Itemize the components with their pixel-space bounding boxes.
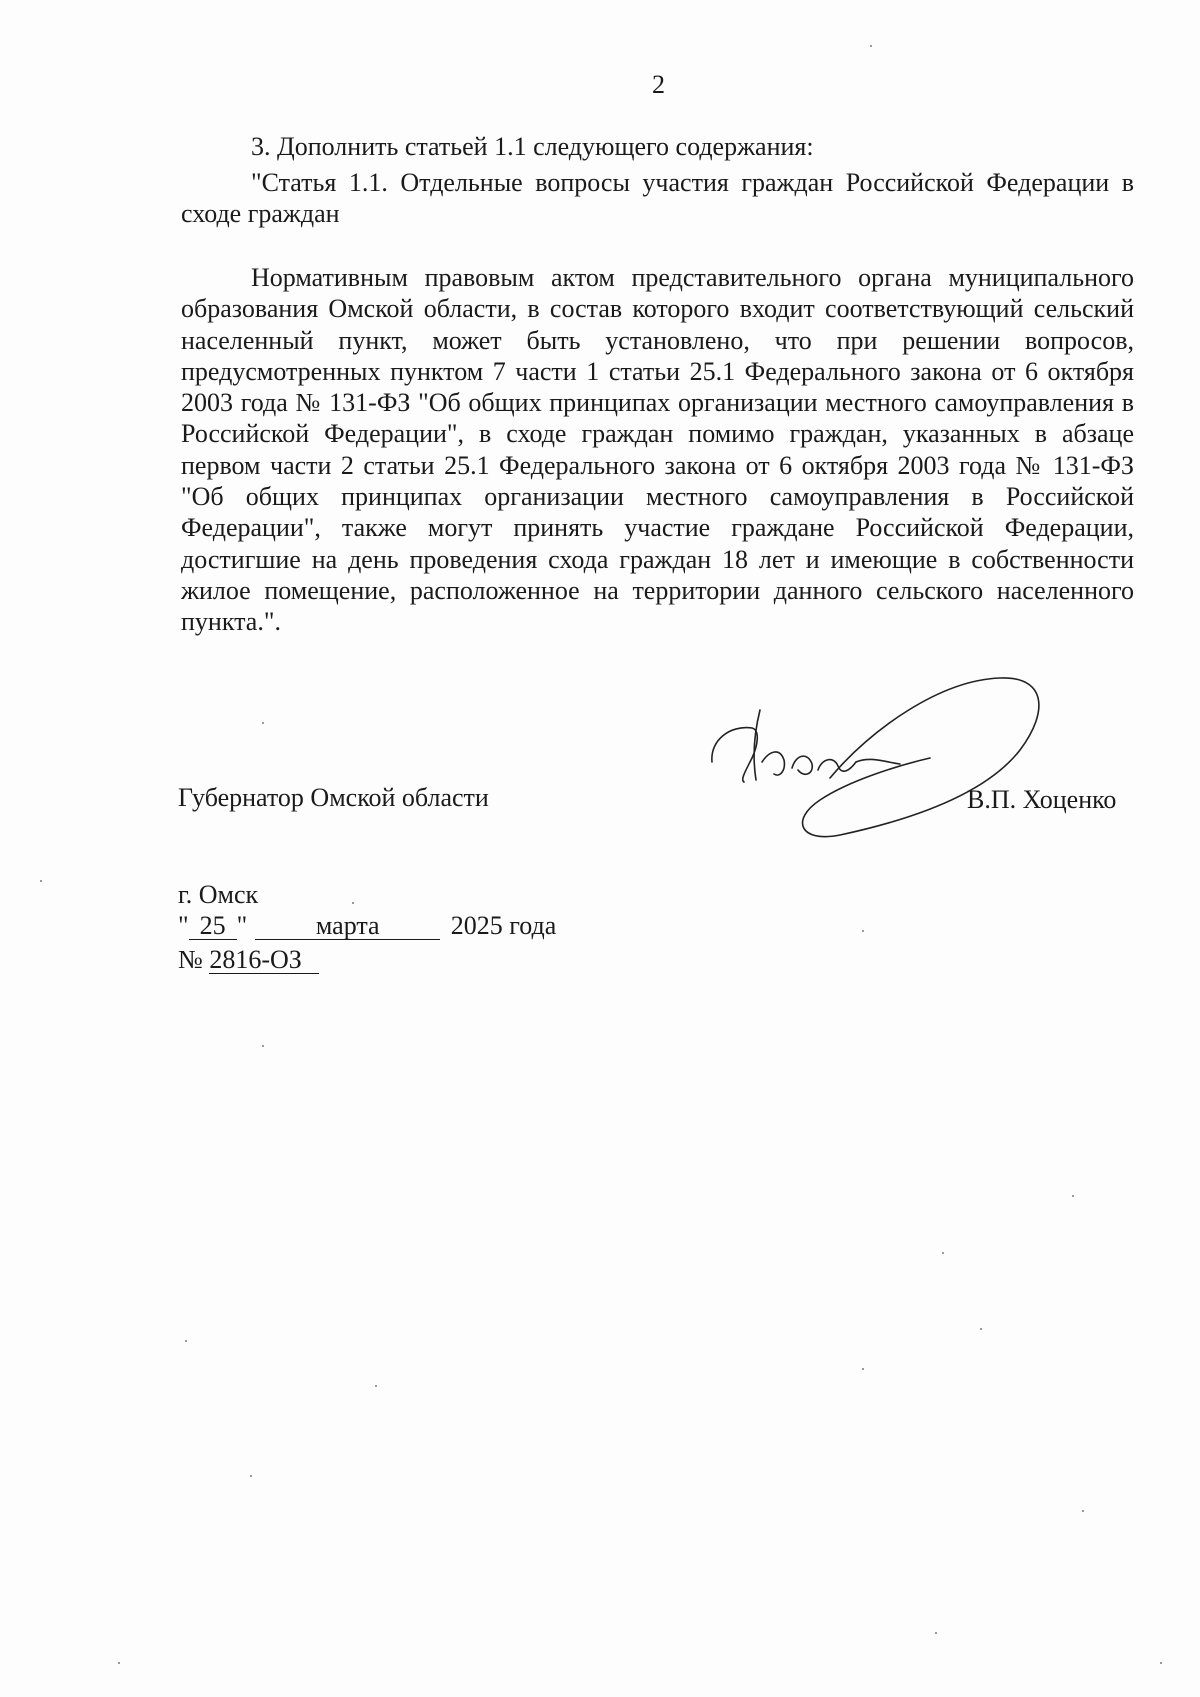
law-number: 2816-ОЗ bbox=[209, 947, 319, 974]
quote-close: " bbox=[236, 911, 248, 940]
scan-speck bbox=[1160, 1662, 1162, 1664]
governor-name: В.П. Хоценко bbox=[967, 785, 1117, 814]
article-body: Нормативным правовым актом представительного органа муниципального образования Омской области, в состав которого входит соответствующий сельский населенный пункт, может быть установлено, что при решении вопросов, предусмотренных пунктом 7 части 1 статьи 25.1 Федерального закона от 6 октября 2003 года № 131-ФЗ "Об общих принципах организации местного самоуправления в Российской Федерации", в сходе граждан помимо граждан, указанных в абзаце первом части 2 статьи 25.1 Федерального закона от 6 октября 2003 года № 131-ФЗ "Об общих принципах организации местного самоуправления в Российской Федерации", также могут принять участие граждане Российской Федерации, достигшие на день проведения схода граждан 18 лет и имеющие в собственности жилое помещение, расположенное на территории данного сельского населенного пункта.". bbox=[181, 263, 1134, 637]
scan-speck bbox=[262, 1045, 264, 1047]
scan-speck bbox=[375, 1385, 377, 1387]
scan-speck bbox=[352, 902, 354, 904]
scan-speck bbox=[862, 1368, 864, 1370]
scan-speck bbox=[40, 880, 42, 882]
date-day: 25 bbox=[189, 913, 237, 940]
date-month: марта bbox=[255, 913, 440, 940]
scan-speck bbox=[250, 1475, 252, 1477]
date-year: 2025 года bbox=[450, 911, 557, 940]
scan-speck bbox=[980, 1328, 982, 1330]
scan-speck bbox=[862, 930, 864, 932]
article-body-block bbox=[181, 262, 1134, 638]
place-of-signing: г. Омск bbox=[178, 880, 259, 909]
article-title-block bbox=[181, 167, 1134, 230]
article-title: "Статья 1.1. Отдельные вопросы участия граждан Российской Федерации в сходе граждан bbox=[181, 168, 1134, 229]
amendment-intro-block bbox=[181, 131, 1134, 162]
scan-speck bbox=[262, 722, 264, 724]
scan-speck bbox=[185, 1340, 187, 1342]
handwritten-signature bbox=[700, 670, 1100, 870]
scan-speck bbox=[870, 45, 872, 47]
signing-date bbox=[178, 911, 556, 941]
quote-open: " bbox=[178, 911, 189, 940]
governor-title: Губернатор Омской области bbox=[178, 783, 489, 812]
scan-speck bbox=[942, 1252, 944, 1254]
scan-speck bbox=[1072, 1195, 1074, 1197]
page-number: 2 bbox=[652, 70, 665, 99]
law-number-line bbox=[178, 945, 319, 975]
law-number-prefix: № bbox=[178, 945, 203, 974]
scan-speck bbox=[1082, 1510, 1084, 1512]
scan-speck bbox=[118, 1662, 120, 1664]
amendment-intro: 3. Дополнить статьей 1.1 следующего содержания: bbox=[251, 132, 814, 161]
scan-speck bbox=[935, 1632, 937, 1634]
